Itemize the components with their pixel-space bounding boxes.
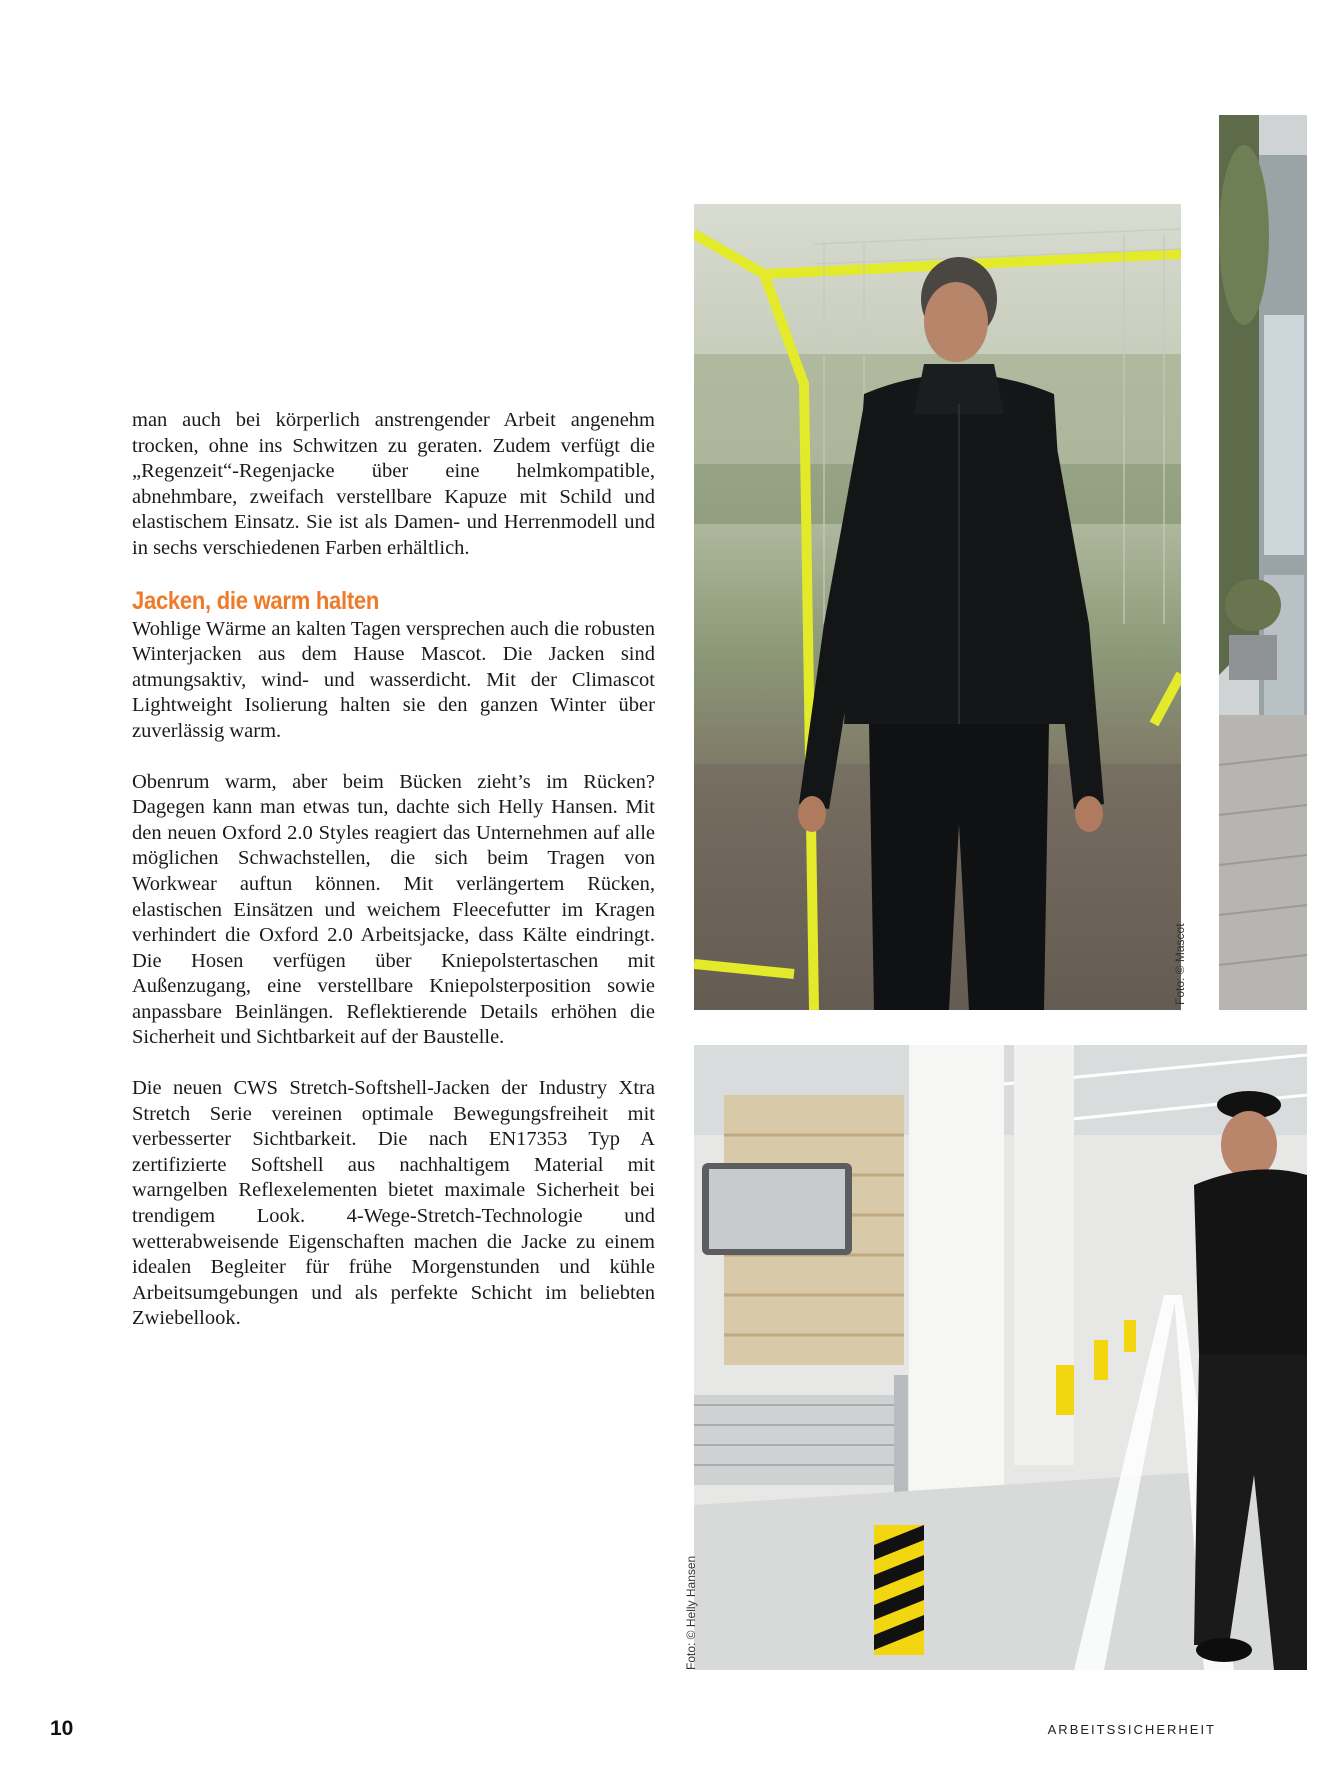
photo-credit-helly-hansen: Foto: © Helly Hansen <box>684 1555 698 1670</box>
photo-building-partial <box>1219 115 1307 1010</box>
photo-credit-mascot: Foto: © Mascot <box>1173 923 1187 1005</box>
article-column <box>132 408 655 1332</box>
section-heading: Jacken, die warm halten <box>132 586 380 615</box>
article-paragraph-4: Die neuen CWS Stretch-Softshell-Jacken der Industry Xtra Stretch Serie vereinen optimale Bewegungsfreiheit mit verbesserter Sichtbarkeit. Die nach EN17353 Typ A zertifizierte Softshell aus nachhaltigem Material mit warngelben Reflexelementen bietet maximale Sicherheit bei trendigem Look. 4-Wege-Stretch-Technologie und wetterabweisende Eigenschaften machen die Jacke zu einem idealen Begleiter für frühe Morgenstunden und kühle Arbeitsumgebungen und als perfekte Schicht im beliebten Zwiebellook. <box>132 1077 655 1330</box>
article-paragraph-2: Wohlige Wärme an kalten Tagen versprechen auch die robusten Winterjacken aus dem Hause Mascot. Die Jacken sind atmungsaktiv, wind- und wasserdicht. Mit der Climascot Lightweight Isolierung halten sie den ganzen Winter über zuverlässig warm. <box>132 617 655 742</box>
page-number: 10 <box>50 1717 74 1740</box>
section-title: ARBEITSSICHERHEIT <box>1047 1722 1216 1737</box>
article-paragraph-1: man auch bei körperlich anstrengender Arbeit angenehm trocken, ohne ins Schwitzen zu geraten. Zudem verfügt die „Regenzeit“-Regenjacke über eine helmkompatible, abnehmbare, zweifach verstellbare Kapuze mit Schild und elastischem Einsatz. Sie ist als Damen- und Herrenmodell und in sechs verschiedenen Farben erhältlich. <box>132 409 655 559</box>
photo-mascot-jacket <box>694 204 1181 1010</box>
article-paragraph-3: Obenrum warm, aber beim Bücken zieht’s im Rücken? Dagegen kann man etwas tun, dachte sich Helly Hansen. Mit den neuen Oxford 2.0 Styles reagiert das Unternehmen auf alle möglichen Schwachstellen, die sich beim Tragen von Workwear auftun können. Mit verlängertem Rücken, elastischen Einsätzen und weichem Fleecefutter im Kragen verhindert die Oxford 2.0 Arbeitsjacke, dass Kälte eindringt. Die Hosen verfügen über Kniepolstertaschen mit Außenzugang, eine verstellbare Kniepolsterposition sowie anpassbare Beinlängen. Reflektierende Details erhöhen die Sicherheit und Sichtbarkeit auf der Baustelle. <box>132 770 655 1049</box>
photo-helly-warehouse <box>694 1045 1307 1670</box>
